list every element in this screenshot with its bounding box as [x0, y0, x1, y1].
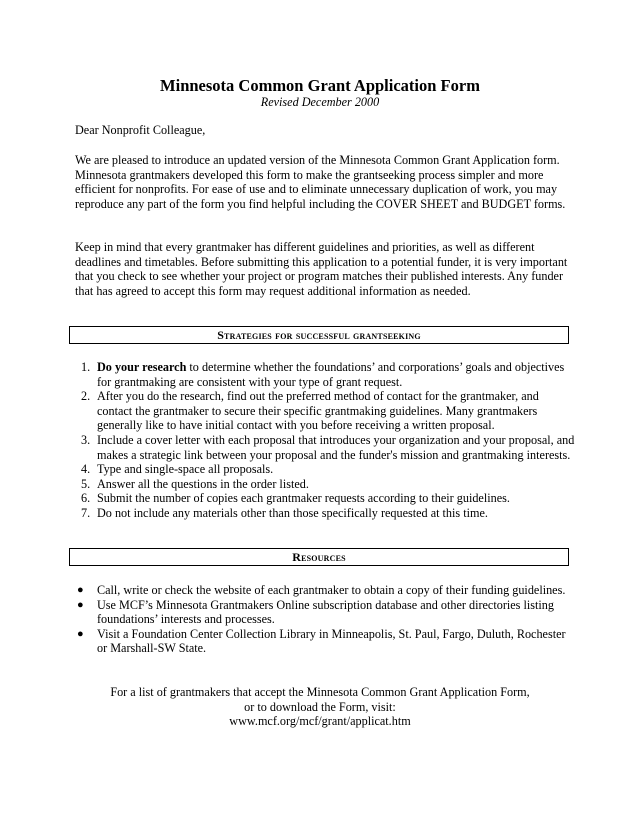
- strategies-list: [75, 360, 575, 521]
- strategy-number: 5.: [81, 476, 91, 491]
- closing-line-1: For a list of grantmakers that accept the Minnesota Common Grant Application Form,: [110, 685, 530, 699]
- strategy-number: 4.: [81, 462, 91, 477]
- strategy-text: Answer all the questions in the order listed.: [97, 476, 309, 491]
- strategies-section-header: Strategies for successful grantseeking: [69, 326, 569, 344]
- document-subtitle: Revised December 2000: [260, 95, 380, 109]
- closing-block: [0, 685, 640, 729]
- bullet-icon: ●: [77, 584, 84, 596]
- strategy-item: [75, 506, 575, 521]
- strategy-item: [75, 477, 575, 492]
- strategy-item: [75, 433, 575, 462]
- strategy-item: [75, 360, 575, 389]
- resource-item: [75, 598, 575, 627]
- strategy-bold-lead: Do your research: [97, 360, 187, 374]
- resource-text: Use MCF’s Minnesota Grantmakers Online subscription database and other directories listing foundations’ interests and processes.: [97, 597, 554, 627]
- closing-line-2: or to download the Form, visit:: [244, 699, 396, 714]
- bullet-icon: ●: [77, 627, 84, 640]
- document-title: Minnesota Common Grant Application Form: [160, 76, 480, 95]
- bullet-icon: ●: [77, 598, 84, 611]
- intro-paragraph: We are pleased to introduce an updated version of the Minnesota Common Grant Application form. Minnesota grantmakers developed this form to make the grantseeking process simpler and more efficient for nonprofits. For ease of use and to eliminate unnecessary duplication of work, you may reproduce any part of the form you find helpful including the COVER SHEET and BUDGET forms.: [75, 153, 566, 211]
- strategy-text: Type and single-space all proposals.: [97, 462, 274, 477]
- strategy-text: After you do the research, find out the preferred method of contact for the grantmaker, and contact the grantmaker to secure their specific grantmaking guidelines. Many grantmakers generally like to have initial contact with you before receiving a written proposal.: [97, 389, 539, 433]
- resource-item: [75, 627, 575, 656]
- resources-list: [75, 583, 575, 656]
- resources-section-header: Resources: [69, 548, 569, 566]
- strategy-text: to determine whether the foundations’ and corporations’ goals and objectives for grantmaking are consistent with your type of grant request.: [97, 360, 565, 389]
- strategy-number: 2.: [81, 389, 91, 404]
- strategy-number: 6.: [81, 491, 91, 506]
- resource-text: Call, write or check the website of each grantmaker to obtain a copy of their funding guidelines.: [97, 583, 566, 597]
- strategy-text: Include a cover letter with each proposal that introduces your organization and your proposal, and makes a strategic link between your proposal and the funder's mission and grantmaking interests.: [97, 432, 575, 462]
- salutation: Dear Nonprofit Colleague,: [75, 123, 206, 137]
- strategy-item: [75, 491, 575, 506]
- guidelines-paragraph: Keep in mind that every grantmaker has different guidelines and priorities, as well as different deadlines and timetables. Before submitting this application to a potential funder, it is very important that you check to see whether your project or program matches their published interests. Any funder that has agreed to accept this form may request additional information as needed.: [75, 240, 568, 298]
- strategy-item: [75, 462, 575, 477]
- closing-url-link[interactable]: www.mcf.org/mcf/grant/applicat.htm: [229, 714, 411, 729]
- strategy-number: 1.: [81, 360, 91, 374]
- strategy-text: Do not include any materials other than those specifically requested at this time.: [97, 505, 488, 520]
- strategy-item: [75, 389, 575, 433]
- strategy-number: 7.: [81, 505, 91, 520]
- strategy-number: 3.: [81, 432, 91, 447]
- resource-item: [75, 583, 575, 598]
- resource-text: Visit a Foundation Center Collection Library in Minneapolis, St. Paul, Fargo, Duluth, Rochester or Marshall-SW State.: [97, 626, 566, 656]
- strategy-text: Submit the number of copies each grantmaker requests according to their guidelines.: [97, 491, 510, 506]
